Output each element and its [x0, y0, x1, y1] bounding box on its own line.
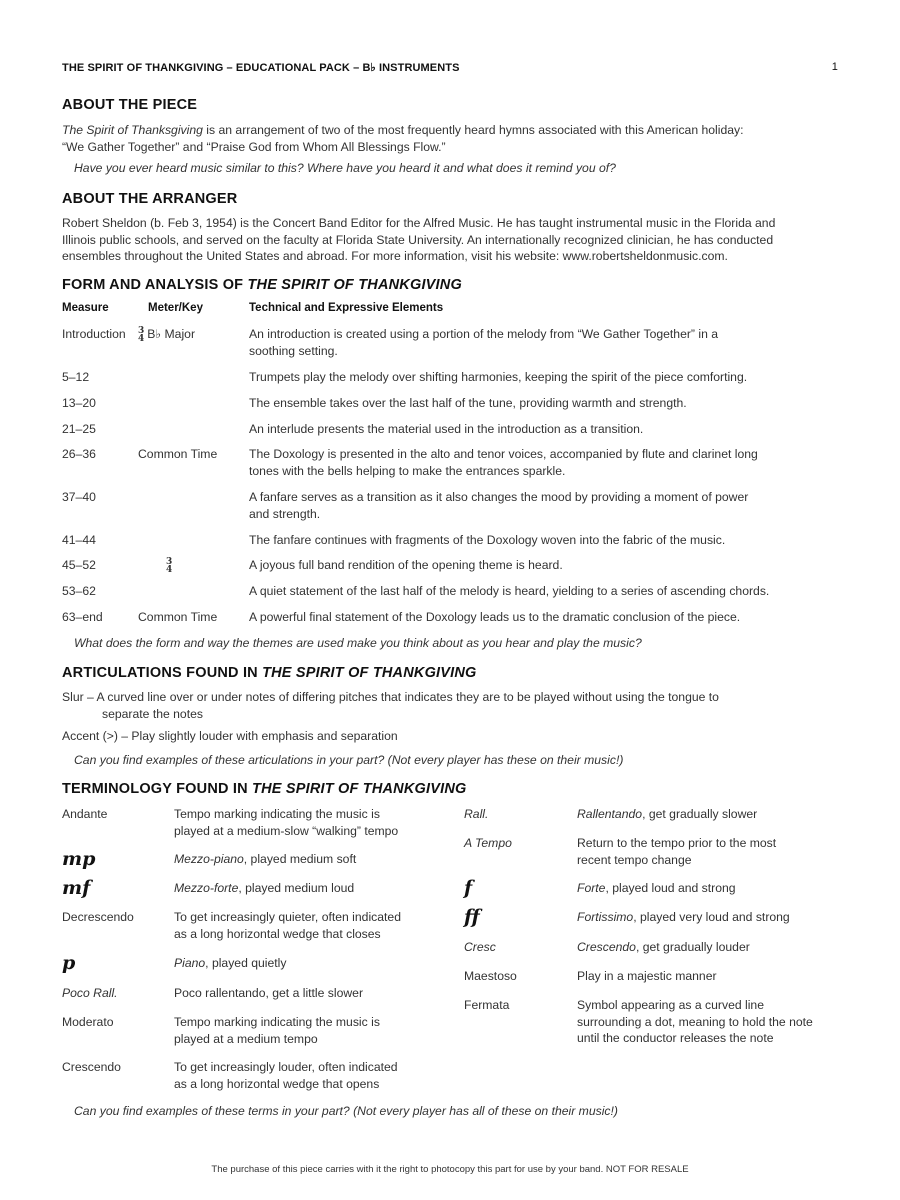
- definition-line: [577, 968, 847, 985]
- row-measure: 41–44: [62, 533, 96, 547]
- definition-line: [174, 1014, 444, 1031]
- definition-text: Tempo marking indicating the music is: [174, 1015, 380, 1029]
- definition-line: [174, 926, 444, 943]
- definition-line: [174, 851, 444, 868]
- definition-text: played at a medium-slow “walking” tempo: [174, 823, 399, 838]
- col-header-meter-key: Meter/Key: [148, 302, 203, 314]
- term-definition: [577, 909, 847, 926]
- term-name: Moderato: [62, 1015, 114, 1029]
- key-label: Common Time: [138, 610, 218, 624]
- definition-lead: Mezzo-forte: [174, 881, 239, 895]
- term-name: Crescendo: [62, 1060, 121, 1074]
- definition-text: Return to the tempo prior to the most: [577, 836, 777, 850]
- row-measure: 13–20: [62, 396, 96, 410]
- time-signature-icon: [138, 327, 144, 343]
- definition-line: [174, 1076, 444, 1093]
- key-label: Common Time: [138, 447, 218, 461]
- definition-text: To get increasingly louder, often indicated: [174, 1060, 398, 1074]
- about-piece-text: The Spirit of Thanksgiving is an arrangement of two of the most frequently heard hymns associated with this American holiday: “We Gather Together” and “Praise God from Whom All Blessings Flow.”: [62, 123, 744, 154]
- meter-top: 3: [166, 556, 173, 567]
- definition-line: [174, 806, 444, 823]
- element-line: soothing setting.: [249, 343, 338, 358]
- dynamic-marking-icon: f: [464, 877, 473, 899]
- about-arranger-heading: ABOUT THE ARRANGER: [62, 191, 238, 207]
- element-line: An interlude presents the material used in the introduction as a transition.: [249, 422, 644, 436]
- term-definition: [174, 1014, 444, 1047]
- slur-definition: Slur – A curved line over or under notes of differing pitches that indicates they are to be played without using the tongue to separate the notes: [62, 690, 719, 721]
- definition-line: [174, 823, 444, 840]
- dynamic-marking-icon: ff: [464, 906, 480, 928]
- term-definition: [174, 909, 444, 942]
- running-header: [62, 61, 838, 74]
- row-measure: 63–end: [62, 610, 103, 624]
- about-piece-heading: ABOUT THE PIECE: [62, 97, 198, 113]
- element-line: tones with the bells helping to make the entrances sparkle.: [249, 463, 566, 478]
- definition-line: [577, 852, 847, 869]
- term-definition: [577, 880, 847, 897]
- definition-line: [577, 909, 847, 926]
- element-line: The fanfare continues with fragments of the Doxology woven into the fabric of the music.: [249, 533, 726, 547]
- page-number: 1: [831, 61, 838, 73]
- articulations-question: Can you find examples of these articulations in your part? (Not every player has these on their music!): [74, 753, 624, 767]
- dynamic-marking-icon: mf: [62, 877, 91, 899]
- time-signature-icon: [166, 558, 172, 574]
- about-arranger-text: Robert Sheldon (b. Feb 3, 1954) is the Concert Band Editor for the Alfred Music. He has taught instrumental music in the Florida and Illinois public schools, and served on the faculty at Florida State University. An internationally recognized clinician, he has conducted ensembles throughout the United States and abroad. For more information, visit his website: www.robertsheldonmusic.com.: [62, 216, 776, 263]
- element-line: An introduction is created using a portion of the melody from “We Gather Together” in a: [249, 327, 719, 341]
- definition-lead: Piano: [174, 956, 206, 970]
- row-measure: 45–52: [62, 558, 96, 572]
- term-definition: [174, 806, 444, 839]
- form-analysis-heading: FORM AND ANALYSIS OF THE SPIRIT OF THANKGIVING: [62, 277, 462, 293]
- element-line: A quiet statement of the last half of the melody is heard, yielding to a series of ascending chords.: [249, 584, 770, 598]
- definition-line: [577, 835, 847, 852]
- definition-lead: Forte: [577, 881, 606, 895]
- terminology-question: Can you find examples of these terms in your part? (Not every player has all of these on their music!): [74, 1104, 618, 1118]
- row-meter-key: [138, 326, 238, 343]
- definition-text: Play in a majestic manner: [577, 969, 717, 983]
- term-name: Poco Rall.: [62, 986, 118, 1000]
- row-elements: [249, 583, 834, 600]
- definition-text: , get gradually slower: [642, 807, 758, 821]
- element-line: The ensemble takes over the last half of the tune, providing warmth and strength.: [249, 396, 687, 410]
- term-name: Decrescendo: [62, 910, 134, 924]
- definition-lead: Crescendo: [577, 940, 636, 954]
- term-definition: [577, 939, 847, 956]
- row-elements: [249, 609, 834, 626]
- term-name: Rall.: [464, 807, 489, 821]
- term-definition: [577, 806, 847, 823]
- col-header-elements: Technical and Expressive Elements: [249, 302, 444, 314]
- row-elements: [249, 489, 834, 522]
- row-measure: 21–25: [62, 422, 96, 436]
- term-definition: [174, 955, 444, 972]
- piece-title: The Spirit of Thanksgiving: [62, 123, 203, 137]
- dynamic-marking-icon: p: [62, 952, 76, 974]
- meter-bottom: 4: [166, 564, 173, 575]
- definition-text: To get increasingly quieter, often indicated: [174, 910, 401, 924]
- element-line: A joyous full band rendition of the opening theme is heard.: [249, 558, 563, 572]
- form-question: What does the form and way the themes are used make you think about as you hear and play the music?: [74, 636, 642, 650]
- definition-line: [174, 955, 444, 972]
- row-measure: 37–40: [62, 490, 96, 504]
- definition-text: , played medium loud: [238, 881, 355, 895]
- term-name: Fermata: [464, 998, 510, 1012]
- terminology-heading: TERMINOLOGY FOUND IN THE SPIRIT OF THANKGIVING: [62, 781, 467, 797]
- meter-bottom: 4: [138, 333, 145, 344]
- definition-text: as a long horizontal wedge that closes: [174, 926, 381, 941]
- definition-line: [577, 880, 847, 897]
- definition-line: [577, 1030, 847, 1047]
- element-line: Trumpets play the melody over shifting harmonies, keeping the spirit of the piece comforting.: [249, 370, 748, 384]
- definition-text: Symbol appearing as a curved line: [577, 998, 764, 1012]
- definition-line: [174, 880, 444, 897]
- term-definition: [174, 851, 444, 868]
- row-elements: [249, 395, 834, 412]
- definition-text: recent tempo change: [577, 852, 692, 867]
- definition-line: [174, 1059, 444, 1076]
- definition-text: as a long horizontal wedge that opens: [174, 1076, 380, 1091]
- footer-notice: The purchase of this piece carries with it the right to photocopy this part for use by your band. NOT FOR RESALE: [211, 1164, 689, 1175]
- definition-text: , get gradually louder: [635, 940, 750, 954]
- definition-line: [174, 909, 444, 926]
- element-line: A fanfare serves as a transition as it also changes the mood by providing a moment of power: [249, 490, 749, 504]
- row-measure: 26–36: [62, 447, 96, 461]
- definition-line: [577, 1014, 847, 1031]
- definition-lead: Rallentando: [577, 807, 643, 821]
- term-definition: [174, 1059, 444, 1092]
- row-elements: [249, 421, 834, 438]
- term-name: A Tempo: [464, 836, 512, 850]
- accent-definition: Accent (>) – Play slightly louder with emphasis and separation: [62, 729, 398, 743]
- key-label: B♭ Major: [147, 327, 196, 341]
- row-elements: [249, 369, 834, 386]
- row-elements: [249, 326, 834, 359]
- definition-text: surrounding a dot, meaning to hold the note: [577, 1014, 813, 1029]
- definition-line: [577, 939, 847, 956]
- element-line: The Doxology is presented in the alto and tenor voices, accompanied by flute and clarinet long: [249, 447, 758, 461]
- row-meter-key: [138, 446, 238, 463]
- dynamic-marking-icon: mp: [62, 848, 96, 870]
- term-name: Cresc: [464, 940, 496, 954]
- definition-line: [577, 806, 847, 823]
- definition-text: Poco rallentando, get a little slower: [174, 986, 364, 1000]
- row-elements: [249, 532, 834, 549]
- row-meter-key: [138, 557, 238, 574]
- definition-text: Tempo marking indicating the music is: [174, 807, 380, 821]
- row-measure: Introduction: [62, 327, 126, 341]
- term-name: Maestoso: [464, 969, 517, 983]
- element-line: and strength.: [249, 506, 321, 521]
- definition-text: , played very loud and strong: [633, 910, 790, 924]
- term-definition: [577, 835, 847, 868]
- definition-text: until the conductor releases the note: [577, 1031, 774, 1045]
- header-title: THE SPIRIT OF THANKGIVING – EDUCATIONAL PACK – B♭ INSTRUMENTS: [62, 62, 460, 74]
- term-name: Andante: [62, 807, 108, 821]
- meter-top: 3: [138, 325, 145, 336]
- row-measure: 53–62: [62, 584, 96, 598]
- row-elements: [249, 557, 834, 574]
- row-measure: 5–12: [62, 370, 90, 384]
- term-definition: [174, 985, 444, 1002]
- term-definition: [577, 968, 847, 985]
- definition-lead: Mezzo-piano: [174, 852, 244, 866]
- row-meter-key: [138, 609, 238, 626]
- definition-text: , played medium soft: [243, 852, 357, 866]
- definition-line: [174, 985, 444, 1002]
- about-piece-question: Have you ever heard music similar to this? Where have you heard it and what does it remind you of?: [74, 161, 616, 175]
- term-definition: [577, 997, 847, 1047]
- definition-text: , played quietly: [205, 956, 287, 970]
- definition-text: , played loud and strong: [605, 881, 736, 895]
- articulations-heading: ARTICULATIONS FOUND IN THE SPIRIT OF THANKGIVING: [62, 665, 477, 681]
- definition-line: [174, 1031, 444, 1048]
- term-definition: [174, 880, 444, 897]
- definition-text: played at a medium tempo: [174, 1031, 318, 1046]
- row-elements: [249, 446, 834, 479]
- definition-lead: Fortissimo: [577, 910, 634, 924]
- element-line: A powerful final statement of the Doxology leads us to the dramatic conclusion of the piece.: [249, 610, 741, 624]
- col-header-measure: Measure: [62, 302, 109, 314]
- definition-line: [577, 997, 847, 1014]
